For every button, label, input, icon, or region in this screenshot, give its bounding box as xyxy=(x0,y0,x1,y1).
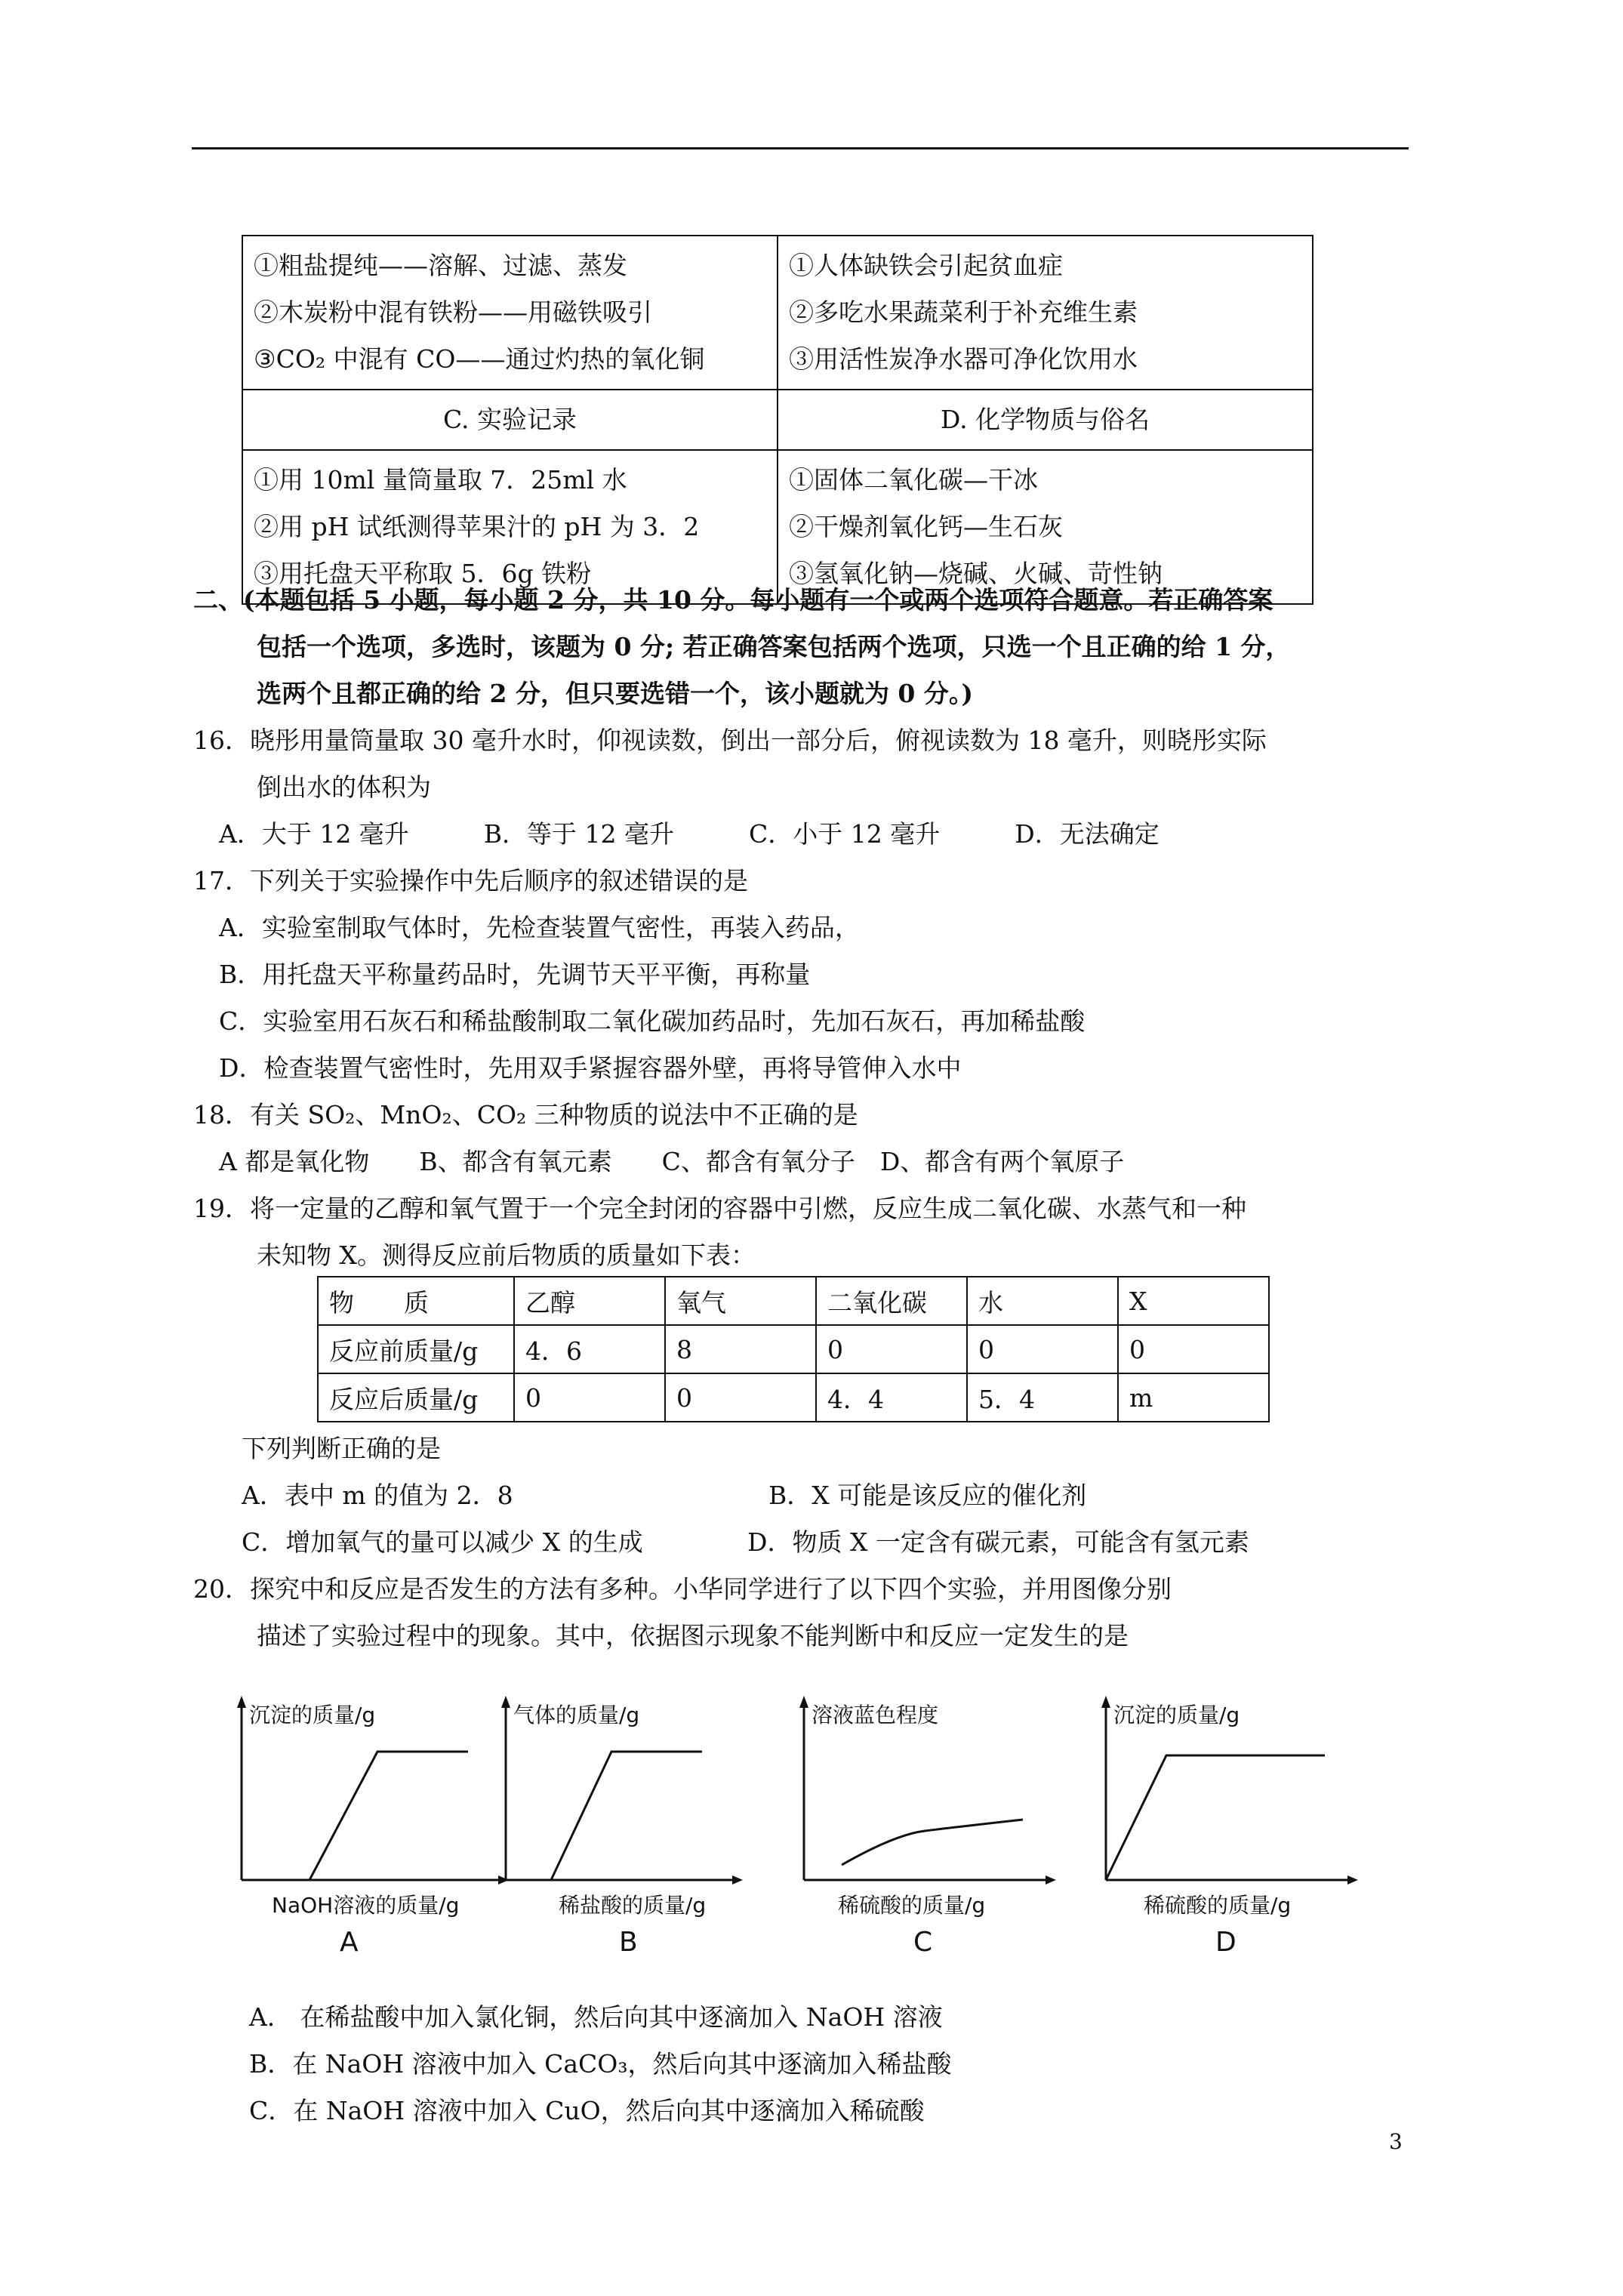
x-axis-arrow xyxy=(732,1875,743,1885)
x-axis-arrow xyxy=(1347,1875,1358,1885)
table-cell: m xyxy=(1118,1373,1269,1422)
question-18-stem: 18．有关 SO₂、MnO₂、CO₂ 三种物质的说法中不正确的是 xyxy=(193,1100,858,1130)
list-item: ②用 pH 试纸测得苹果汁的 pH 为 3．2 xyxy=(254,512,700,541)
question-20-stem-cont: 描述了实验过程中的现象。其中，依据图示现象不能判断中和反应一定发生的是 xyxy=(257,1621,1129,1650)
page-number: 3 xyxy=(1389,2129,1403,2154)
question-20-stem: 20．探究中和反应是否发生的方法有多种。小华同学进行了以下四个实验，并用图像分别 xyxy=(193,1574,1172,1604)
question-17-option-a: A．实验室制取气体时，先检查装置气密性，再装入药品， xyxy=(219,913,860,942)
list-item: ②木炭粉中混有铁粉——用磁铁吸引 xyxy=(254,297,652,327)
y-axis-arrow xyxy=(237,1696,246,1708)
list-item: ③用托盘天平称取 5．6g 铁粉 xyxy=(254,559,592,588)
graph-c-letter: C xyxy=(913,1927,933,1958)
graph-figure xyxy=(219,1676,1442,1986)
table-cell: 乙醇 xyxy=(514,1277,665,1325)
table-cell: 0 xyxy=(967,1325,1118,1373)
table-cell-row1-right xyxy=(778,236,1313,390)
table-cell: 物 质 xyxy=(318,1277,514,1325)
table-cell-row2-right xyxy=(778,450,1313,604)
graph-c-ylabel: 溶液蓝色程度 xyxy=(812,1703,939,1727)
question-19-option-c: C．增加氧气的量可以减少 X 的生成 xyxy=(242,1527,643,1557)
list-item: ①人体缺铁会引起贫血症 xyxy=(789,251,1063,280)
question-16-options: A．大于 12 毫升 B．等于 12 毫升 C．小于 12 毫升 D．无法确定 xyxy=(219,819,1160,849)
table-cell: 0 xyxy=(1118,1325,1269,1373)
table-row xyxy=(318,1325,1269,1373)
list-item: ②多吃水果蔬菜利于补充维生素 xyxy=(789,297,1138,327)
table-cell: X xyxy=(1118,1277,1269,1325)
graph-a-letter: A xyxy=(340,1927,359,1958)
question-16-stem: 16．晓彤用量筒量取 30 毫升水时，仰视读数，倒出一部分后，俯视读数为 18 毫升，则晓彤实际 xyxy=(193,726,1267,755)
section-heading-line2: 包括一个选项，多选时，该题为 0 分; 若正确答案包括两个选项，只选一个且正确的给 1 分， xyxy=(257,632,1291,661)
graph-a-xlabel: NaOH溶液的质量/g xyxy=(272,1893,460,1918)
x-axis-arrow xyxy=(1046,1875,1056,1885)
y-axis-arrow xyxy=(501,1696,510,1708)
table-cell: 0 xyxy=(514,1373,665,1422)
question-16-stem-cont: 倒出水的体积为 xyxy=(257,772,431,802)
graph-d-xlabel: 稀硫酸的质量/g xyxy=(1144,1893,1292,1918)
graph-a-ylabel: 沉淀的质量/g xyxy=(249,1703,376,1727)
table-header-right: D. 化学物质与俗名 xyxy=(778,390,1313,450)
question-17-option-c: C．实验室用石灰石和稀盐酸制取二氧化碳加药品时，先加石灰石，再加稀盐酸 xyxy=(219,1006,1086,1036)
question-20-option-b: B．在 NaOH 溶液中加入 CaCO₃，然后向其中逐滴加入稀盐酸 xyxy=(249,2049,952,2079)
question-17-option-d: D．检查装置气密性时，先用双手紧握容器外壁，再将导管伸入水中 xyxy=(219,1053,962,1083)
knowledge-table xyxy=(242,235,1313,605)
table-cell: 氧气 xyxy=(665,1277,816,1325)
question-19-option-b: B．X 可能是该反应的催化剂 xyxy=(768,1481,1087,1510)
graph-a-curve xyxy=(310,1752,468,1880)
graph-d-ylabel: 沉淀的质量/g xyxy=(1113,1703,1240,1727)
question-20-option-a: A． 在稀盐酸中加入氯化铜，然后向其中逐滴加入 NaOH 溶液 xyxy=(249,2002,943,2032)
table-cell: 4．6 xyxy=(514,1325,665,1373)
header-rule xyxy=(192,147,1409,149)
graph-c-xlabel: 稀硫酸的质量/g xyxy=(838,1893,986,1918)
section-heading-line3: 选两个且都正确的给 2 分，但只要选错一个，该小题就为 0 分。) xyxy=(257,679,973,708)
question-19-stem-cont: 未知物 X。测得反应前后物质的质量如下表： xyxy=(257,1240,756,1270)
list-item: ①固体二氧化碳—干冰 xyxy=(789,465,1038,495)
list-item: ③CO₂ 中混有 CO——通过灼热的氧化铜 xyxy=(254,344,705,374)
question-19-prompt: 下列判断正确的是 xyxy=(242,1434,441,1463)
question-19-option-d: D．物质 X 一定含有碳元素，可能含有氢元素 xyxy=(747,1527,1249,1557)
table-cell: 反应后质量/g xyxy=(318,1373,514,1422)
table-cell: 5．4 xyxy=(967,1373,1118,1422)
table-header-left: C. 实验记录 xyxy=(242,390,778,450)
table-cell: 0 xyxy=(816,1325,967,1373)
list-item: ③氢氧化钠—烧碱、火碱、苛性钠 xyxy=(789,559,1163,588)
table-cell: 反应前质量/g xyxy=(318,1325,514,1373)
graph-d-letter: D xyxy=(1215,1927,1236,1958)
table-cell-row2-left xyxy=(242,450,778,604)
graph-b-ylabel: 气体的质量/g xyxy=(513,1703,640,1727)
graph-c-curve xyxy=(842,1820,1023,1865)
list-item: ③用活性炭净水器可净化饮用水 xyxy=(789,344,1138,374)
table-cell: 0 xyxy=(665,1373,816,1422)
list-item: ②干燥剂氧化钙—生石灰 xyxy=(789,512,1063,541)
graph-b-xlabel: 稀盐酸的质量/g xyxy=(559,1893,707,1918)
table-row xyxy=(318,1373,1269,1422)
list-item: ①粗盐提纯——溶解、过滤、蒸发 xyxy=(254,251,627,280)
table-cell: 8 xyxy=(665,1325,816,1373)
table-cell-row1-left xyxy=(242,236,778,390)
table-cell: 水 xyxy=(967,1277,1118,1325)
question-19-stem: 19．将一定量的乙醇和氧气置于一个完全封闭的容器中引燃，反应生成二氧化碳、水蒸气和一种 xyxy=(193,1194,1246,1223)
question-18-options: A 都是氧化物 B、都含有氧元素 C、都含有氧分子 D、都含有两个氧原子 xyxy=(219,1147,1125,1176)
section-heading-line1: 二、(本题包括 5 小题，每小题 2 分，共 10 分。每小题有一个或两个选项符合题意。若正确答案 xyxy=(193,585,1273,615)
list-item: ①用 10ml 量筒量取 7．25ml 水 xyxy=(254,465,627,495)
question-20-option-c: C．在 NaOH 溶液中加入 CuO，然后向其中逐滴加入稀硫酸 xyxy=(249,2096,925,2125)
graph-b-curve xyxy=(551,1752,702,1880)
question-17-stem: 17．下列关于实验操作中先后顺序的叙述错误的是 xyxy=(193,866,748,895)
y-axis-arrow xyxy=(1101,1696,1110,1708)
graph-d-curve xyxy=(1106,1755,1325,1880)
mass-table xyxy=(317,1276,1270,1422)
question-17-option-b: B．用托盘天平称量药品时，先调节天平平衡，再称量 xyxy=(219,960,811,989)
question-19-option-a: A．表中 m 的值为 2．8 xyxy=(242,1481,513,1510)
table-row xyxy=(318,1277,1269,1325)
y-axis-arrow xyxy=(799,1696,808,1708)
table-cell: 4．4 xyxy=(816,1373,967,1422)
table-cell: 二氧化碳 xyxy=(816,1277,967,1325)
graph-b-letter: B xyxy=(619,1927,638,1958)
